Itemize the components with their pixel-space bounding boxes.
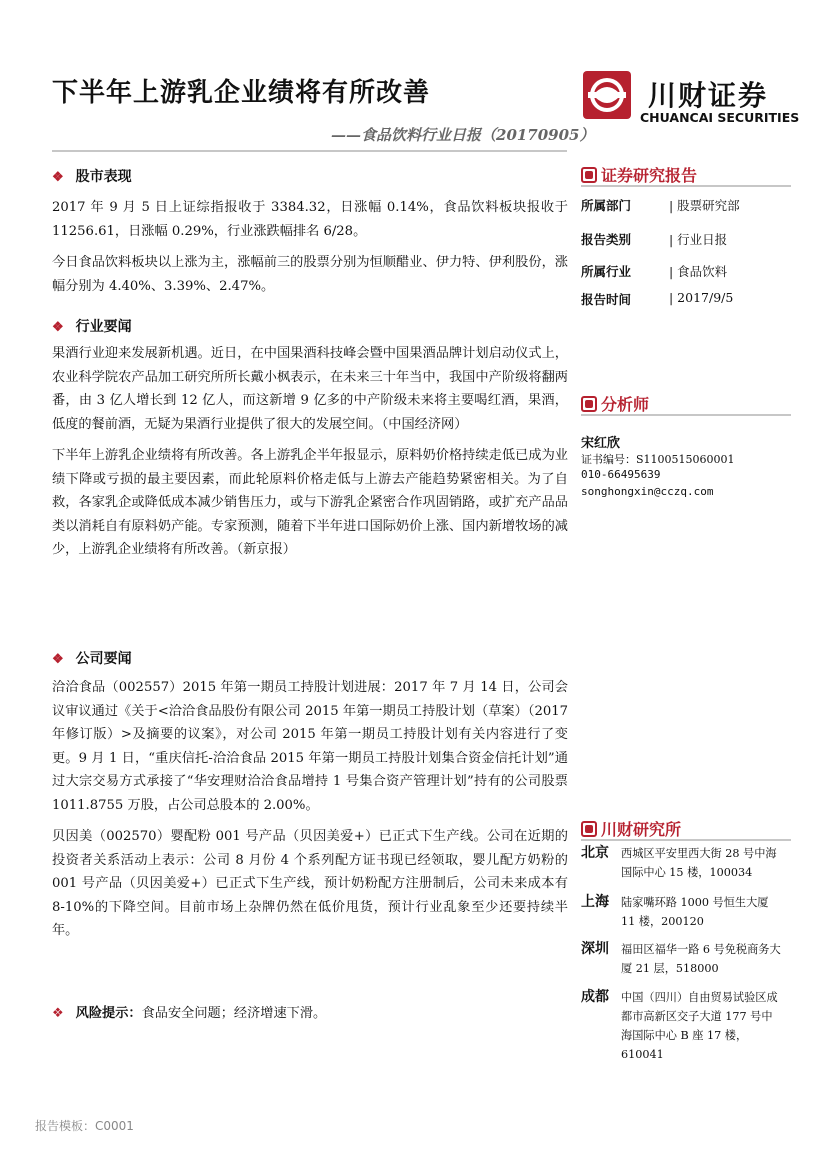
office-city: 成都 (581, 989, 609, 1005)
meta-row-category: 报告类别 | 行业日报 (581, 232, 728, 247)
office-address: 中国（四川）自由贸易试验区成都市高新区交子大道 177 号中海国际中心 B 座 17 楼，610041 (621, 991, 778, 1061)
page-title: 下半年上游乳企业绩将有所改善 (52, 78, 431, 108)
section-heading-company: ❖ 公司要闻 (52, 651, 132, 667)
diamond-bullet-icon: ❖ (52, 170, 64, 185)
office-address: 福田区福华一路 6 号免税商务大厦 21 层，518000 (621, 943, 781, 975)
meta-row-date: 报告时间 | 2017/9/5 (581, 290, 734, 307)
paragraph: 洽洽食品（002557）2015 年第一期员工持股计划进展：2017 年 7 月 14 日，公司会议审议通过《关于<洽洽食品股份有限公司 2015 年第一期员工持股计划（草案）（2017 年修订版）>及摘要的议案》，对公司 2015 年第一期员工持股计划有关内容进行了变更。9 月 1 日，“重庆信托-洽洽食品 2015 年第一期员工持股计划集合资金信托计划”通过大宗交易方式承接了“华安理财洽洽食品增持 1 号集合资产管理计划”持有的公司股票 1011.8755 万股，占公司总股本的 2.00%。 (52, 680, 568, 813)
paragraph: 下半年上游乳企业绩将有所改善。各上游乳企半年报显示，原料奶价格持续走低已成为业绩下降或亏损的最主要因素，而此轮原料价格走低与上游去产能趋势紧密相关。为了自救，各家乳企或降低成本减少销售压力，或与下游乳企紧密合作巩固销路，或扩充产品品类以消耗自有原料奶产能。专家预测，随着下半年进口国际奶价上涨、国内新增牧场的减少，上游乳企业绩将有所改善。（新京报） (52, 448, 568, 557)
office-city: 上海 (581, 894, 609, 910)
risk-label: 风险提示： (75, 1006, 142, 1021)
diamond-bullet-icon: ❖ (52, 652, 64, 667)
section-body-company (52, 676, 568, 943)
section-body-industry (52, 342, 568, 562)
diamond-bullet-icon: ❖ (52, 1006, 64, 1021)
section-body-market (52, 196, 568, 298)
analyst-cert: 证书编号：S1100515060001 (581, 453, 735, 466)
section-heading-industry: ❖ 行业要闻 (52, 319, 132, 335)
paragraph: 贝因美（002570）婴配粉 001 号产品（贝因美爱+）已正式下生产线。公司在近期的投资者关系活动上表示：公司 8 月份 4 个系列配方证书现已经领取，婴儿配方奶粉的 001 号产品（贝因美爱+）已正式下生产线，预计奶粉配方注册制后，公司未来成本有 8-10%的下降空间。目前市场上杂牌仍然在低价甩货，预计行业乱象至少还要持续半年。 (52, 829, 568, 938)
diamond-bullet-icon: ❖ (52, 320, 64, 335)
brand-name: 川财证券 (648, 79, 769, 112)
page-subtitle: ——食品饮料行业日报（20170905） (331, 126, 595, 144)
office-city: 深圳 (581, 941, 609, 957)
office-city: 北京 (581, 845, 609, 861)
meta-row-industry: 所属行业 | 食品饮料 (581, 264, 728, 279)
paragraph: 2017 年 9 月 5 日上证综指报收于 3384.32，日涨幅 0.14%，食品饮料板块报收于 11256.61，日涨幅 0.29%，行业涨跌幅排名 6/28。 (52, 200, 568, 239)
risk-text: 食品安全问题；经济增速下滑。 (141, 1006, 327, 1021)
section-heading-market: ❖ 股市表现 (52, 169, 132, 185)
paragraph: 今日食品饮料板块以上涨为主，涨幅前三的股票分别为恒顺醋业、伊力特、伊利股份，涨幅分别为 4.40%、3.39%、2.47%。 (52, 255, 568, 294)
office-address: 西城区平安里西大街 28 号中海国际中心 15 楼，100034 (621, 847, 777, 879)
brand-name-en: CHUANCAI SECURITIES (640, 110, 800, 125)
institute-marker-icon (581, 821, 597, 837)
risk-note (52, 1002, 326, 1021)
report-marker-icon (581, 167, 597, 183)
chuancai-logo-icon (582, 70, 632, 120)
analyst-name: 宋红欣 (581, 436, 621, 451)
analyst-email[interactable]: songhongxin@cczq.com (581, 485, 714, 498)
office-address: 陆家嘴环路 1000 号恒生大厦 11 楼，200120 (621, 896, 769, 928)
analyst-marker-icon (581, 396, 597, 412)
header-divider (52, 150, 567, 152)
sidebar-heading-analyst: 分析师 (581, 392, 649, 415)
sidebar-heading-report: 证券研究报告 (581, 163, 697, 186)
sidebar-divider (581, 839, 791, 841)
sidebar-heading-institute: 川财研究所 (581, 817, 681, 840)
sidebar-divider (581, 414, 791, 416)
paragraph: 果酒行业迎来发展新机遇。近日，在中国果酒科技峰会暨中国果酒品牌计划启动仪式上，农业科学院农产品加工研究所所长戴小枫表示，在未来三十年当中，我国中产阶级将翻两番，由 3 亿人增长到 12 亿人，而这新增 9 亿多的中产阶级未来将主要喝红酒，果酒，低度的餐前酒，无疑为果酒行业提供了很大的发展空间。（中国经济网） (52, 346, 568, 432)
meta-row-department: 所属部门 | 股票研究部 (581, 198, 740, 213)
analyst-phone: 010-66495639 (581, 468, 661, 481)
sidebar-divider (581, 185, 791, 187)
footer-template: 报告模板：C0001 (35, 1119, 134, 1133)
